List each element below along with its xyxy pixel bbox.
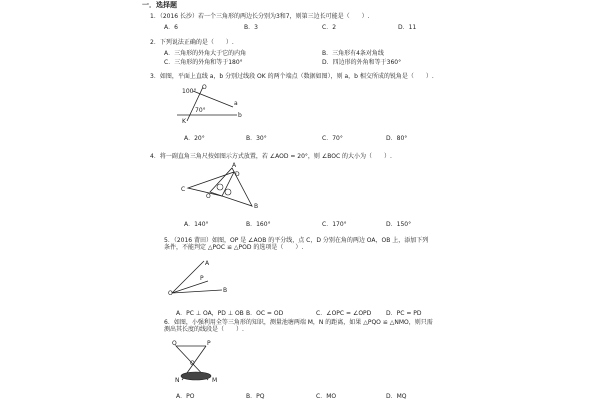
label-o: O [190, 360, 195, 367]
label-o: O [168, 290, 173, 297]
label-o: O [202, 84, 207, 91]
pond [181, 372, 211, 380]
label-a: A [232, 162, 237, 169]
label-d: D [235, 171, 240, 178]
label-a: a [234, 100, 238, 107]
label-p: P [207, 340, 211, 347]
ruler-hole-2 [225, 189, 231, 195]
question-2-option-c[interactable]: C．三角形的外角和等于180° [164, 59, 243, 66]
question-3-figure [175, 83, 245, 125]
section-title: 一．选择题 [142, 1, 177, 9]
question-3-stem: 3．如图，平面上直线 a，b 分别过线段 OK 的两个端点（数据如图），则 a，b 相交所成的锐角是（ ）. [150, 73, 434, 80]
label-angle-70: 70° [195, 107, 206, 114]
label-b: b [238, 112, 242, 119]
question-2-option-b[interactable]: B．三角形有4条对角线 [322, 50, 384, 57]
label-n: N [175, 377, 180, 384]
label-p: P [200, 275, 204, 282]
question-1-option-b[interactable]: B．3 [244, 24, 258, 31]
question-4-figure [180, 164, 260, 212]
question-6-option-b[interactable]: B．PQ [246, 393, 265, 400]
question-5-option-d[interactable]: D．PC = PD [386, 310, 422, 317]
label-b: B [254, 203, 259, 210]
question-4-option-a[interactable]: A．140° [184, 221, 209, 228]
question-5-option-b[interactable]: B．OC = OD [246, 310, 284, 317]
question-5-option-a[interactable]: A．PC ⊥ OA，PD ⊥ OB [176, 310, 244, 317]
label-q: Q [172, 340, 177, 347]
ruler-hole-1 [217, 184, 223, 190]
question-3-option-c[interactable]: C．70° [322, 135, 343, 142]
question-2-stem: 2．下列说法正确的是（ ）. [150, 39, 234, 46]
question-6-stem: 6．如图，小强利用全等三角形的知识，测量池塘两端 M，N 的距离，如果 △PQO ≌ △NMO，则只需测出其长度的线段是（ ）. [164, 319, 433, 333]
question-4-option-c[interactable]: C．170° [322, 221, 347, 228]
question-1-option-d[interactable]: D．11 [398, 24, 417, 31]
question-2-option-d[interactable]: D．四边形的外角和等于360° [322, 59, 402, 66]
label-b: B [223, 287, 228, 294]
label-a: A [205, 260, 210, 267]
question-5-option-c[interactable]: C．∠OPC = ∠OPD [316, 310, 372, 317]
line-a [193, 91, 233, 107]
question-3-option-d[interactable]: D．80° [386, 135, 408, 142]
question-6-option-d[interactable]: D．MQ [386, 393, 407, 400]
question-1-option-c[interactable]: C．2 [322, 24, 337, 31]
question-6-figure [172, 340, 232, 382]
question-1-option-a[interactable]: A．6 [164, 24, 178, 31]
label-angle-100: 100° [182, 88, 197, 95]
question-4-stem: 4．将一副直角三角尺按如图示方式放置，若 ∠AOD = 20°，则 ∠BOC 的大小为（ ）. [150, 153, 392, 160]
question-4-option-b[interactable]: B．160° [246, 221, 271, 228]
question-2-option-a[interactable]: A．三角形的外角大于它的内角 [164, 50, 247, 57]
question-3-option-a[interactable]: A．20° [184, 135, 205, 142]
question-5-stem: 5．（2016 莆田）如图，OP 是 ∠AOB 的平分线，点 C，D 分别在角的两边 OA，OB 上，添加下列条件，不能判定 △POC ≌ △POD 的选项是（ ）. [164, 237, 429, 251]
triangle-ruler-2 [210, 168, 252, 206]
question-3-option-b[interactable]: B．30° [246, 135, 267, 142]
question-6-option-c[interactable]: C．MO [316, 393, 337, 400]
label-k: K [182, 118, 186, 125]
label-m: M [212, 377, 218, 384]
question-1-stem: 1．（2016 长沙）若一个三角形的两边长分别为3和7，则第三边长可能是（ ）. [150, 13, 370, 20]
question-4-option-d[interactable]: D．150° [386, 221, 412, 228]
question-6-option-a[interactable]: A．PO [176, 393, 195, 400]
label-o: O [206, 193, 211, 200]
label-c: C [181, 186, 186, 193]
question-5-figure [168, 257, 228, 297]
